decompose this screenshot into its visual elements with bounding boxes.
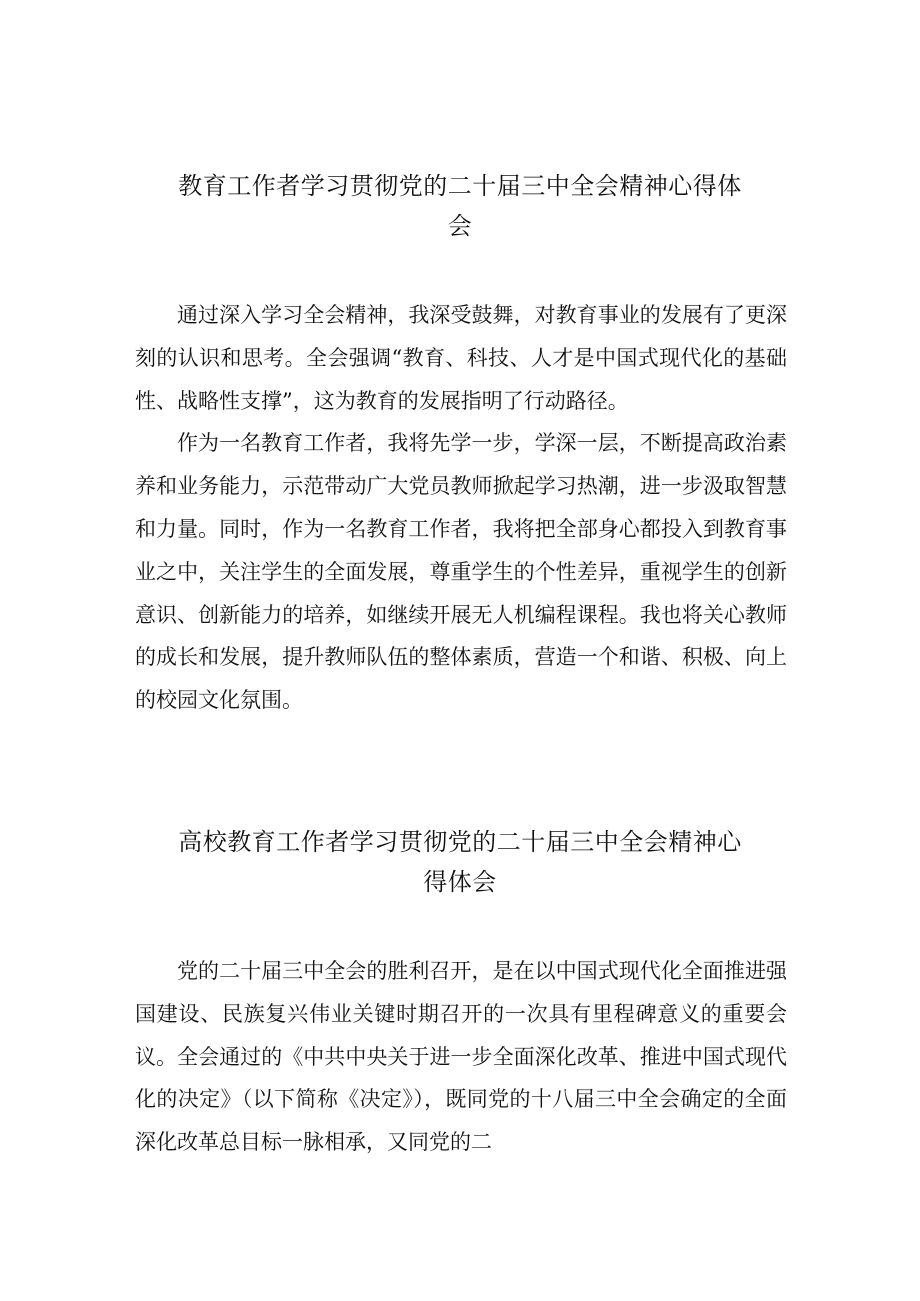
section-body	[135, 294, 787, 722]
section-title-line: 高校教育工作者学习贯彻党的二十届三中全会精神心	[178, 828, 742, 856]
section-title	[130, 166, 790, 246]
section-title-line: 教育工作者学习贯彻党的二十届三中全会精神心得体	[178, 172, 742, 200]
section-body	[135, 950, 787, 1164]
section-title-line: 得体会	[423, 868, 497, 896]
body-paragraph: 通过深入学习全会精神，我深受鼓舞，对教育事业的发展有了更深刻的认识和思考。全会强调“教育、科技、人才是中国式现代化的基础性、战略性支撑”，这为教育的发展指明了行动路径。	[135, 303, 787, 413]
section-title	[130, 822, 790, 902]
section-title-line: 会	[447, 212, 473, 240]
body-paragraph: 作为一名教育工作者，我将先学一步，学深一层，不断提高政治素养和业务能力，示范带动广大党员教师掀起学习热潮，进一步汲取智慧和力量。同时，作为一名教育工作者，我将把全部身心都投入到教育事业之中，关注学生的全面发展，尊重学生的个性差异，重视学生的创新意识、创新能力的培养，如继续开展无人机编程课程。我也将关心教师的成长和发展，提升教师队伍的整体素质，营造一个和谐、积极、向上的校园文化氛围。	[135, 431, 787, 713]
body-paragraph: 党的二十届三中全会的胜利召开，是在以中国式现代化全面推进强国建设、民族复兴伟业关键时期召开的一次具有里程碑意义的重要会议。全会通过的《中共中央关于进一步全面深化改革、推进中国式现代化的决定》（以下简称《决定》），既同党的十八届三中全会确定的全面深化改革总目标一脉相承，又同党的二	[135, 959, 787, 1155]
